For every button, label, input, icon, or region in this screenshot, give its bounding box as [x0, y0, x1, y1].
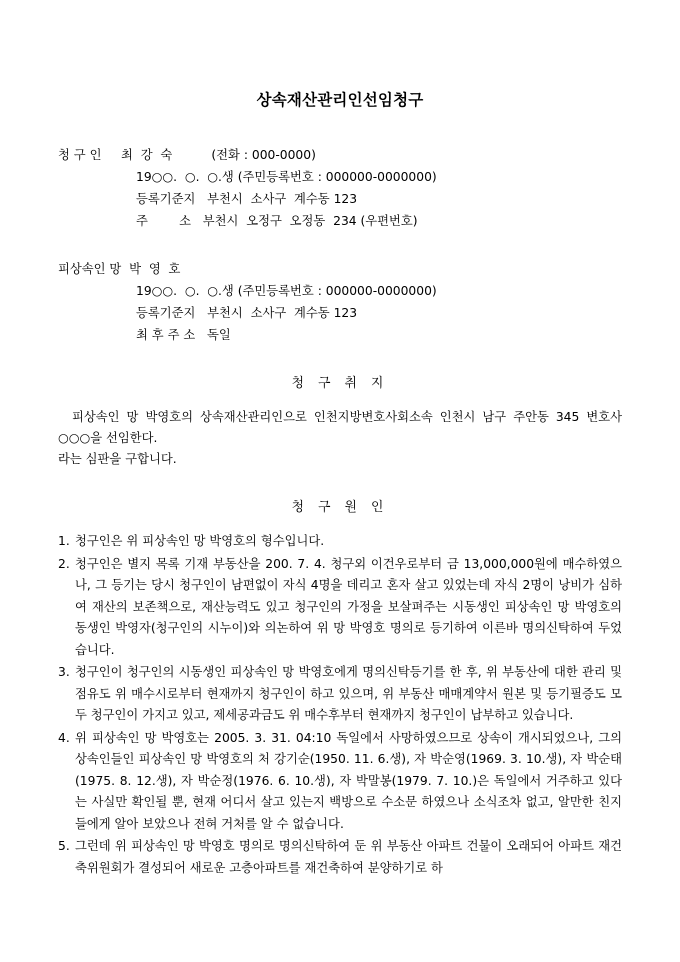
list-item-text: 청구인은 별지 목록 기재 부동산을 200. 7. 4. 청구외 이건우로부터 금 13,000,000원에 매수하였으나, 그 등기는 당시 청구인이 남편없이 자식 4명을 데리고 혼자 살고 있었는데 자식 2명이 낭비가 심하여 재산의 보존책으로, 재산능력도 있고 청구인의 가정을 보살펴주는 시동생인 피상속인 망 박영호의 동생인 박영자(청구인의 시누이)와 의논하여 위 망 박영호 명의로 등기하여 이른바 명의신탁하여 두었습니다. [75, 556, 622, 657]
decedent-block [58, 258, 622, 346]
decedent-name-line: 피상속인 망 박 영 호 [58, 262, 181, 276]
claimant-address-line: 주 소 부천시 오정구 오정동 234 (우편번호) [136, 214, 418, 228]
purpose-body: 피상속인 망 박영호의 상속재산관리인으로 인천지방변호사회소속 인천시 남구 주안동 345 변호사 ○○○을 선임한다. [58, 410, 622, 445]
decedent-last-address-line: 최 후 주 소 독일 [136, 328, 231, 342]
list-item-text: 청구인이 청구인의 시동생인 피상속인 망 박영호에게 명의신탁등기를 한 후, 위 부동산에 대한 관리 및 점유도 위 매수시로부터 현재까지 청구인이 하고 있으며, 위 부동산 매매계약서 원본 및 등기필증도 모두 청구인이 가지고 있고, 제세공과금도 위 매수후부터 현재까지 청구인이 납부하고 있습니다. [75, 665, 622, 722]
page-title: 상속재산관리인선임청구 [256, 91, 424, 109]
list-item-number: 3. [58, 665, 70, 679]
claimant-registry-line: 등록기준지 부천시 소사구 계수동 123 [136, 192, 358, 206]
list-item [58, 662, 622, 727]
claimant-block [58, 144, 622, 232]
claimant-name-line: 청 구 인 최 강 숙 (전화 : 000-0000) [58, 148, 316, 162]
list-item-text: 청구인은 위 피상속인 망 박영호의 형수입니다. [75, 534, 325, 548]
list-item-number: 1. [58, 534, 70, 548]
list-item [58, 554, 622, 662]
decedent-birth-line: 19○○. ○. ○.생 (주민등록번호 : 000000-0000000) [136, 284, 437, 298]
cause-list [58, 531, 622, 879]
list-item-number: 4. [58, 730, 70, 745]
purpose-heading: 청 구 취 지 [291, 376, 389, 391]
purpose-closing: 라는 심판을 구합니다. [58, 452, 177, 466]
claimant-birth-line: 19○○. ○. ○.생 (주민등록번호 : 000000-0000000) [136, 170, 437, 184]
list-item [58, 531, 622, 553]
list-item [58, 836, 622, 879]
decedent-registry-line: 등록기준지 부천시 소사구 계수동 123 [136, 306, 358, 320]
list-item [58, 728, 622, 836]
cause-heading: 청 구 원 인 [291, 500, 389, 515]
list-item-text: 위 피상속인 망 박영호는 2005. 3. 31. 04:10 독일에서 사망하였으므로 상속이 개시되었으나, 그의 상속인들인 피상속인 망 박영호의 처 강기순(1950. 11. 6.생), 자 박순영(1969. 3. 10.생), 자 박순태(1975. 8. 12.생), 자 박순정(1976. 6. 10.생), 자 박말봉(1979. 7. 10.)은 독일에서 거주하고 있다는 사실만 확인될 뿐, 현재 어디서 살고 있는지 백방으로 수소문 하였으나 소식조차 없고, 알만한 친지들에게 알아 보았으나 전혀 거처를 알 수 없습니다. [75, 730, 622, 831]
spacer [58, 238, 622, 258]
list-item-number: 2. [58, 556, 70, 571]
list-item-number: 5. [58, 839, 70, 853]
list-item-text: 그런데 위 피상속인 망 박영호 명의로 명의신탁하여 둔 위 부동산 아파트 건물이 오래되어 아파트 재건축위원회가 결성되어 새로운 고층아파트를 재건축하여 분양하기로 하 [75, 839, 622, 875]
